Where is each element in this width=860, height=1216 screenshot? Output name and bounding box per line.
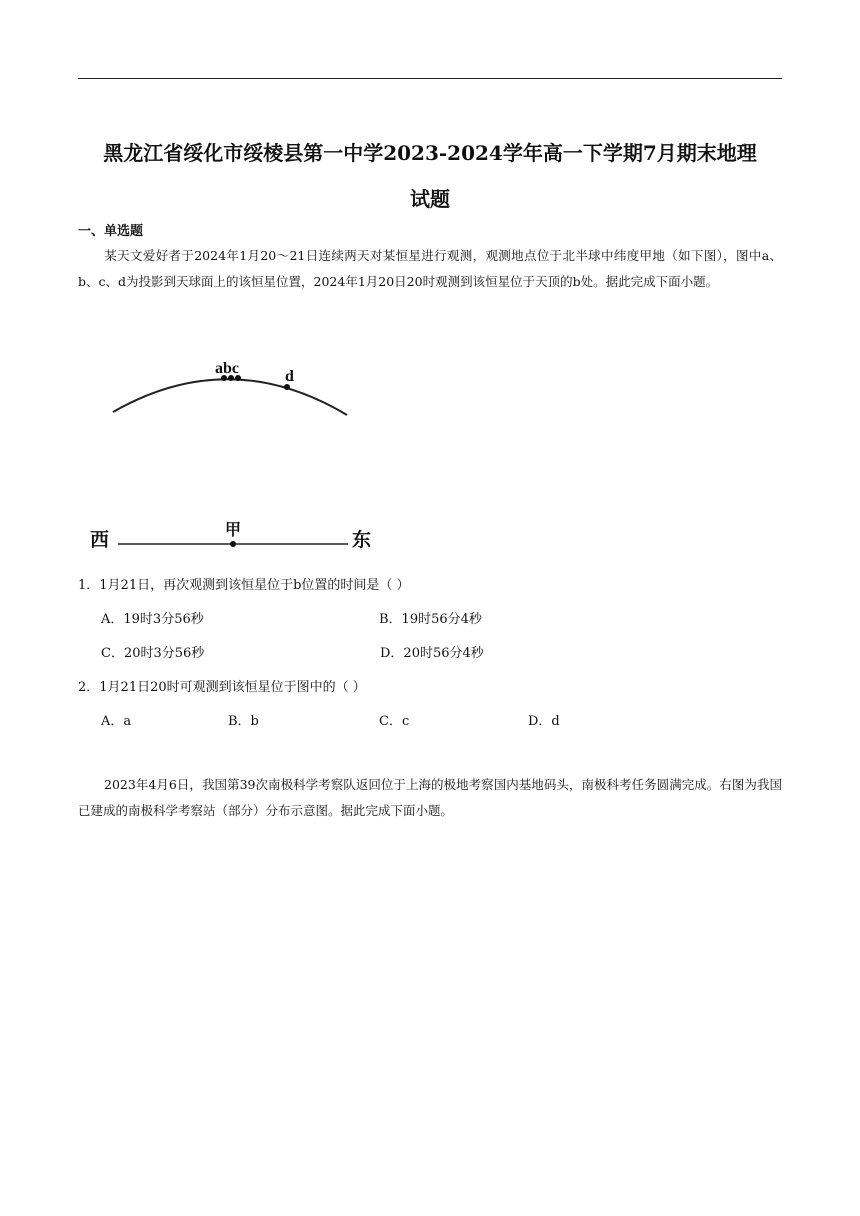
passage-2 — [78, 772, 782, 824]
label-west: 西 — [90, 529, 110, 551]
celestial-diagram — [0, 0, 860, 560]
q1-option-d: D．20时56分4秒 — [380, 646, 484, 661]
question-2-stem: 2．1月21日20时可观测到该恒星位于图中的（ ） — [78, 680, 366, 695]
document-title-continued: 试题 — [410, 187, 450, 211]
label-east: 东 — [352, 529, 372, 551]
q1-option-c: C．20时3分56秒 — [101, 646, 205, 661]
passage-2-text: 2023年4月6日，我国第39次南极科学考察队返回位于上海的极地考察国内基地码头，南极科考任务圆满完成。右图为我国已建成的南极科学考察站（部分）分布示意图。据此完成下面小题。 — [78, 777, 782, 818]
section-heading: 一、单选题 — [78, 224, 144, 239]
question-1-stem: 1．1月21日，再次观测到该恒星位于b位置的时间是（ ） — [78, 578, 410, 593]
q1-option-a: A．19时3分56秒 — [101, 612, 204, 627]
q2-option-b: B．b — [228, 714, 259, 729]
passage-1-text: 某天文爱好者于2024年1月20～21日连续两天对某恒星进行观测，观测地点位于北半球中纬度甲地（如下图），图中a、b、c、d为投影到天球面上的该恒星位置，2024年1月20日20时观测到该恒星位于天顶的b处。据此完成下面小题。 — [78, 248, 782, 289]
label-jia: 甲 — [225, 520, 242, 539]
document-title: 黑龙江省绥化市绥棱县第一中学2023-2024学年高一下学期7月期末地理 — [103, 141, 757, 165]
q2-option-a: A．a — [101, 714, 132, 729]
label-abc: abc — [215, 360, 239, 377]
sky-arc — [113, 379, 347, 415]
label-d: d — [285, 368, 294, 385]
q2-option-d: D．d — [528, 714, 560, 729]
q2-option-c: C．c — [379, 714, 410, 729]
q1-option-b: B．19时56分4秒 — [379, 612, 482, 627]
location-jia-point — [230, 541, 236, 547]
